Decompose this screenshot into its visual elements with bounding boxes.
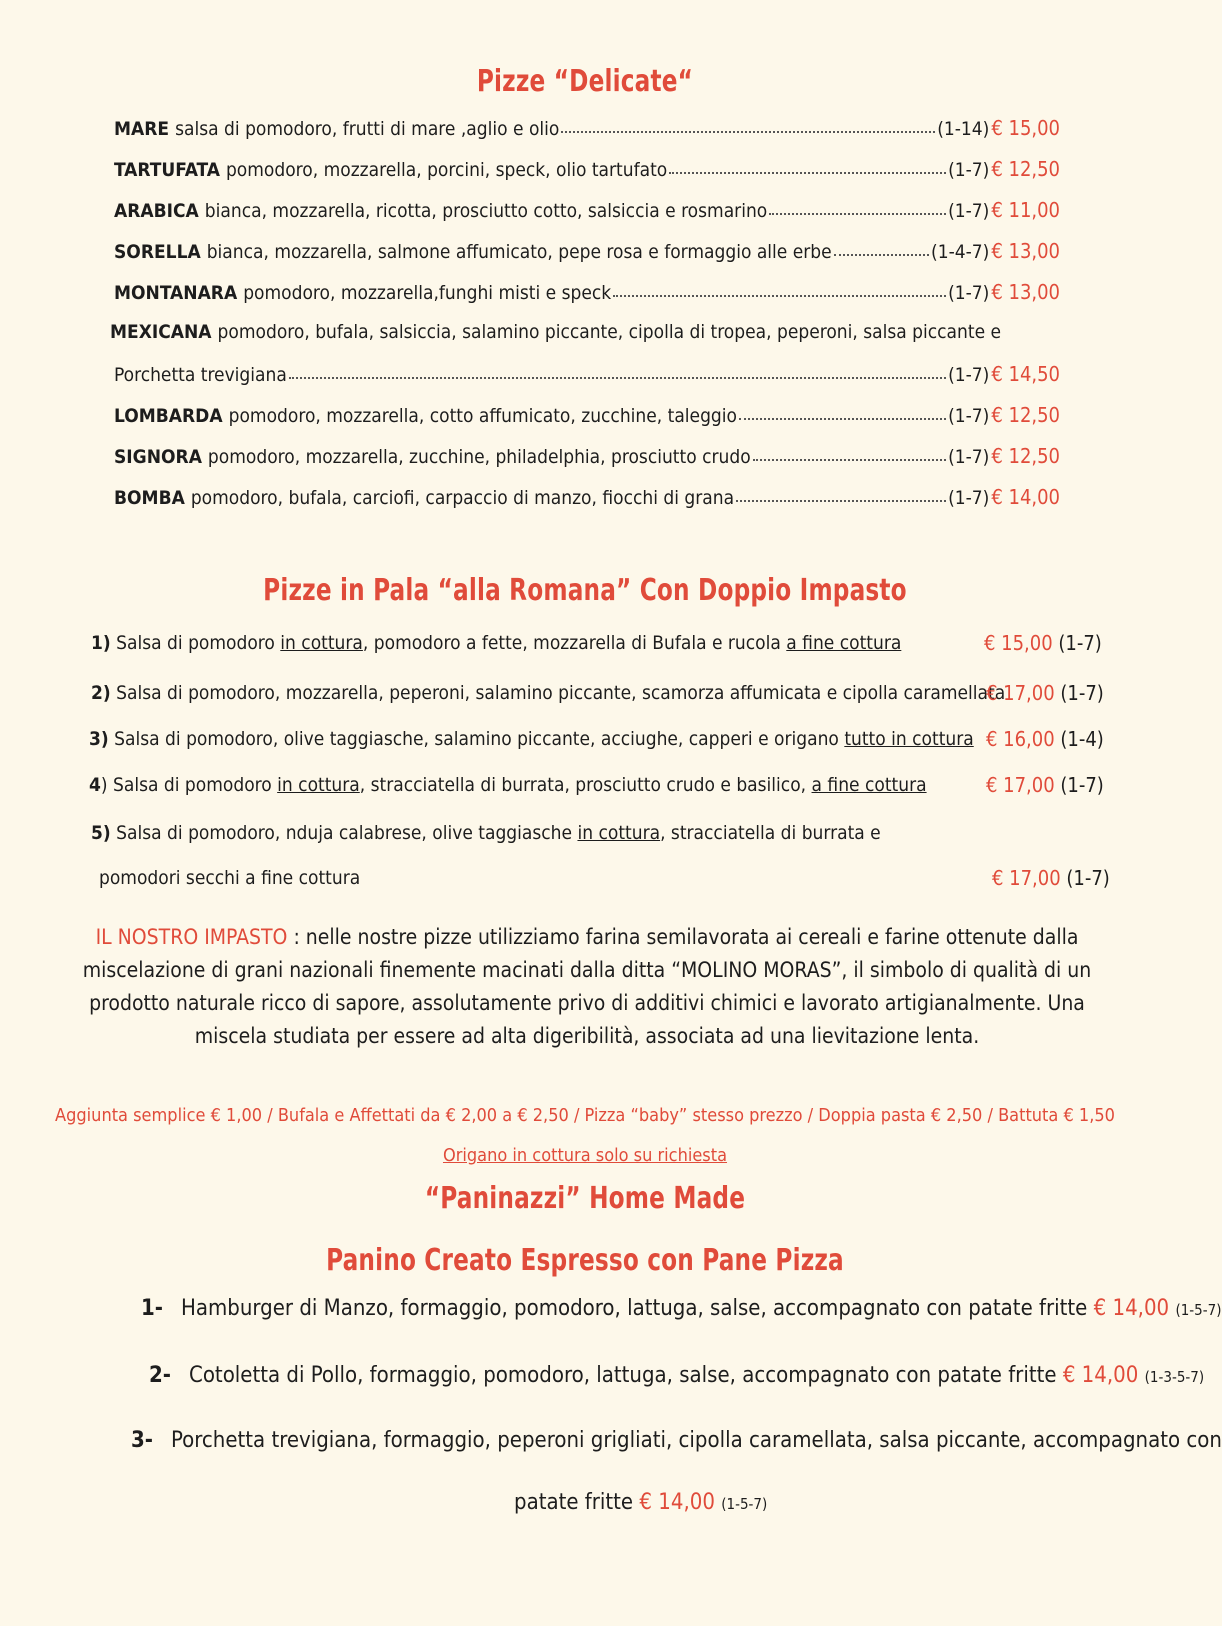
item-allergens: (1-7) (1060, 773, 1104, 797)
item-desc: , stracciatella di burrata e (660, 822, 881, 844)
item-desc: Salsa di pomodoro, nduja calabrese, olive taggiasche (116, 822, 578, 844)
item-desc-underlined: in cottura (280, 632, 363, 654)
item-allergens: (1-7) (1058, 631, 1102, 655)
item-allergens: (1-7) (948, 364, 990, 386)
item-price: € 12,50 (991, 403, 1060, 427)
item-number: 2) (91, 682, 111, 704)
item-desc-underlined: in cottura (577, 822, 661, 844)
dot-leader (669, 158, 946, 174)
item-allergens: (1-7) (948, 405, 990, 427)
item-name: SIGNORA (114, 446, 202, 468)
item-desc: pomodoro, bufala, carciofi, carpaccio di manzo, fiocchi di grana (190, 487, 735, 509)
item-allergens: (1-5-7) (1175, 1301, 1222, 1319)
romana-item-4 (89, 774, 927, 796)
romana-title: Pizze in Pala “alla Romana” Con Doppio Impasto (263, 573, 907, 608)
item-desc: salsa di pomodoro, frutti di mare ,aglio e olio (175, 118, 560, 140)
item-name: MEXICANA (110, 321, 212, 343)
item-price: € 14,00 (991, 485, 1060, 509)
item-price: € 17,00 (992, 866, 1061, 890)
romana-item-5 (91, 822, 881, 844)
item-name: SORELLA (114, 241, 201, 263)
item-desc-underlined: in cottura (277, 774, 360, 796)
item-desc: Porchetta trevigiana, formaggio, peperoni grigliati, cipolla caramellata, salsa piccante, accompagnato con (171, 1428, 1222, 1453)
romana-item-2 (91, 682, 1005, 704)
romana-item-1 (91, 632, 901, 654)
paninazzi-subtitle: Panino Creato Espresso con Pane Pizza (326, 1243, 844, 1278)
item-desc-underlined: a fine cottura (811, 774, 927, 796)
romana-item-3 (89, 728, 974, 750)
romana-price-5 (992, 866, 1110, 890)
item-price: € 16,00 (986, 727, 1055, 751)
item-allergens: (1-7) (948, 446, 990, 468)
romana-item-5-cont (99, 867, 360, 889)
item-allergens: (1-7) (1066, 866, 1110, 890)
item-desc: Hamburger di Manzo, formaggio, pomodoro, lattuga, salse, accompagnato con patate fritte (181, 1296, 1088, 1321)
item-price: € 13,00 (991, 280, 1060, 304)
item-desc-cont: pomodori secchi a fine cottura (99, 867, 361, 889)
item-allergens: (1-14) (937, 118, 990, 140)
dot-leader (613, 281, 946, 297)
item-number: 3- (131, 1428, 153, 1453)
item-name: MONTANARA (114, 282, 238, 304)
romana-price-4 (986, 773, 1104, 797)
item-allergens: (1-4-7) (931, 241, 990, 263)
item-allergens: (1-3-5-7) (1144, 1368, 1205, 1386)
item-price: € 15,00 (991, 116, 1060, 140)
dot-leader (289, 363, 946, 379)
romana-price-1 (984, 631, 1102, 655)
romana-price-3 (986, 727, 1104, 751)
item-desc: Salsa di pomodoro (113, 774, 278, 796)
item-name: LOMBARDA (114, 405, 223, 427)
menu-item-montanara (114, 280, 1060, 304)
item-number-paren: ) (100, 774, 108, 796)
item-number: 2- (149, 1363, 171, 1388)
item-number: 4 (89, 774, 101, 796)
item-desc-underlined: a fine cottura (786, 632, 902, 654)
item-number: 1) (91, 632, 111, 654)
dot-leader (769, 199, 946, 215)
item-name: MARE (114, 118, 170, 140)
item-desc: pomodoro, mozzarella, porcini, speck, olio tartufato (225, 159, 668, 181)
item-desc: pomodoro, mozzarella, zucchine, philadelphia, prosciutto crudo (207, 446, 751, 468)
item-desc: Salsa di pomodoro (116, 632, 281, 654)
impasto-text: : nelle nostre pizze utilizziamo farina semilavorata ai cereali e farine ottenute dalla miscelazione di grani nazionali finemente macinati dalla ditta “MOLINO MORAS”, il simbolo di qualità di un prodotto naturale ricco di sapore, assolutamente privo di additivi chimici e lavorato artigianalmente. Una miscela studiata per essere ad alta digeribilità, associata ad una lievitazione lenta. (82, 925, 1092, 1048)
delicate-title: Pizze “Delicate“ (476, 64, 694, 99)
item-allergens: (1-7) (948, 159, 990, 181)
item-price: € 17,00 (986, 773, 1055, 797)
panino-item-3-cont (514, 1490, 767, 1515)
item-price: € 14,00 (1093, 1296, 1170, 1321)
item-price: € 17,00 (986, 681, 1055, 705)
item-allergens: (1-7) (948, 487, 990, 509)
origano-note: Origano in cottura solo su richiesta (442, 1145, 728, 1166)
item-desc: pomodoro, mozzarella,funghi misti e speck (243, 282, 612, 304)
impasto-label: IL NOSTRO IMPASTO (95, 925, 294, 949)
panino-item-1 (141, 1296, 1221, 1321)
menu-item-mexicana-cont (114, 362, 1060, 386)
panino-item-2 (149, 1363, 1204, 1388)
item-allergens: (1-7) (1060, 681, 1104, 705)
item-price: € 12,50 (991, 157, 1060, 181)
item-number: 5) (91, 822, 111, 844)
paninazzi-title: “Paninazzi” Home Made (424, 1181, 746, 1216)
dot-leader (753, 445, 946, 461)
menu-item-mare (114, 116, 1060, 140)
item-allergens: (1-4) (1060, 727, 1104, 751)
item-price: € 11,00 (991, 198, 1060, 222)
item-price: € 14,00 (1062, 1363, 1139, 1388)
item-number: 3) (89, 728, 109, 750)
impasto-paragraph (72, 921, 1102, 1053)
menu-item-sorella (114, 239, 1060, 263)
panino-item-3 (131, 1428, 1222, 1453)
item-name: TARTUFATA (114, 159, 220, 181)
dot-leader (739, 404, 946, 420)
menu-item-mexicana (110, 321, 1056, 343)
menu-item-bomba (114, 485, 1060, 509)
romana-price-2 (986, 681, 1104, 705)
item-price: € 14,50 (991, 362, 1060, 386)
item-name: ARABICA (114, 200, 199, 222)
item-price: € 14,00 (639, 1490, 715, 1515)
item-price: € 12,50 (991, 444, 1060, 468)
item-allergens: (1-5-7) (721, 1495, 768, 1513)
item-desc-cont: Porchetta trevigiana (114, 364, 287, 386)
item-desc: , pomodoro a fette, mozzarella di Bufala e rucola (362, 632, 787, 654)
dot-leader (736, 486, 946, 502)
menu-item-signora (114, 444, 1060, 468)
dot-leader (561, 117, 935, 133)
menu-item-arabica (114, 198, 1060, 222)
item-desc-cont: patate fritte (514, 1490, 634, 1515)
menu-item-lombarda (114, 403, 1060, 427)
item-desc: , stracciatella di burrata, prosciutto crudo e basilico, (359, 774, 812, 796)
dot-leader (834, 240, 929, 256)
menu-item-tartufata (114, 157, 1060, 181)
item-allergens: (1-7) (948, 200, 990, 222)
item-price: € 13,00 (991, 239, 1060, 263)
item-desc-underlined: tutto in cottura (844, 728, 974, 750)
item-name: BOMBA (114, 487, 185, 509)
item-desc: Salsa di pomodoro, olive taggiasche, salamino piccante, acciughe, capperi e origano (114, 728, 845, 750)
item-number: 1- (141, 1296, 163, 1321)
item-allergens: (1-7) (948, 282, 990, 304)
item-desc: bianca, mozzarella, ricotta, prosciutto cotto, salsiccia e rosmarino (204, 200, 768, 222)
item-desc: bianca, mozzarella, salmone affumicato, pepe rosa e formaggio alle erbe (206, 241, 832, 263)
item-desc: Salsa di pomodoro, mozzarella, peperoni, salamino piccante, scamorza affumicata e cipolla caramellata (116, 682, 1006, 704)
item-desc: pomodoro, bufala, salsiccia, salamino piccante, cipolla di tropea, peperoni, salsa piccante e (217, 321, 1002, 343)
item-price: € 15,00 (984, 631, 1053, 655)
item-desc: pomodoro, mozzarella, cotto affumicato, zucchine, taleggio (228, 405, 737, 427)
addons-line: Aggiunta semplice € 1,00 / Bufala e Affettati da € 2,00 a € 2,50 / Pizza “baby” stesso prezzo / Doppia pasta € 2,50 / Battuta € 1,50 (55, 1105, 1115, 1126)
item-desc: Cotoletta di Pollo, formaggio, pomodoro, lattuga, salse, accompagnato con patate fritte (189, 1363, 1057, 1388)
